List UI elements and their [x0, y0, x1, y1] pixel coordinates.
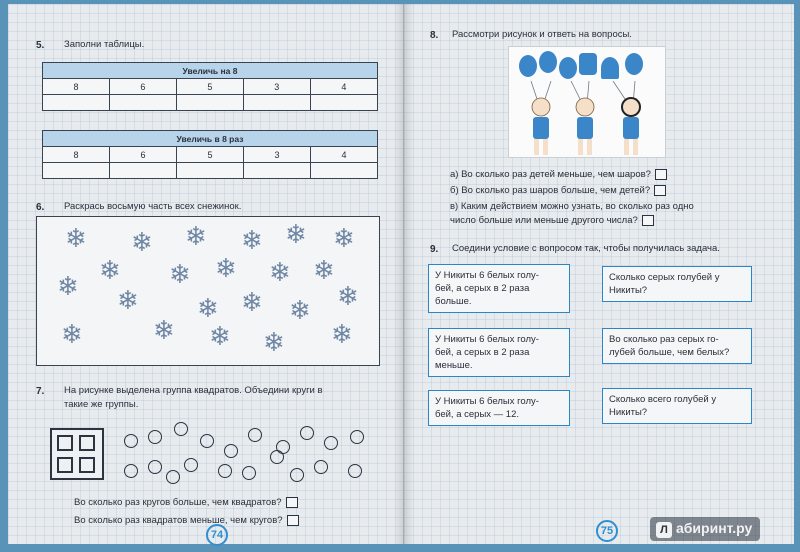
- circle-shape[interactable]: [184, 458, 198, 472]
- workbook-spread: [8, 4, 794, 548]
- children-with-balloons-picture: [508, 46, 666, 158]
- table2-answer-cell[interactable]: [110, 163, 177, 179]
- snowflakes-area: [36, 216, 380, 366]
- question-line: Во сколько раз серых го-: [609, 334, 719, 345]
- table1-cell: 3: [243, 79, 310, 95]
- task7-text-line1: На рисунке выделена группа квадратов. Объедини круги в: [64, 385, 323, 396]
- snowflake-icon[interactable]: ❄: [241, 225, 263, 255]
- table1-answer-cell[interactable]: [109, 95, 176, 111]
- table2-cell: 3: [244, 147, 311, 163]
- circle-shape[interactable]: [314, 460, 328, 474]
- answer-box[interactable]: [654, 185, 666, 196]
- question-line: лубей больше, чем белых?: [609, 347, 730, 358]
- circle-shape[interactable]: [200, 434, 214, 448]
- snowflake-icon[interactable]: ❄: [153, 315, 175, 345]
- circle-shape[interactable]: [300, 426, 314, 440]
- table2-answer-cell[interactable]: [244, 163, 311, 179]
- square-shape: [79, 457, 95, 473]
- watermark-mark: Л: [656, 522, 672, 538]
- circle-shape[interactable]: [348, 464, 362, 478]
- snowflake-icon[interactable]: ❄: [289, 295, 311, 325]
- task8-qa-text: а) Во сколько раз детей меньше, чем шаров?: [450, 169, 651, 180]
- children-icon: [521, 81, 655, 157]
- table2-cell: 6: [110, 147, 177, 163]
- squares-group: [50, 428, 104, 480]
- task6-text: Раскрась восьмую часть всех снежинок.: [64, 201, 242, 212]
- snowflake-icon[interactable]: ❄: [331, 319, 353, 349]
- snowflake-icon[interactable]: ❄: [169, 259, 191, 289]
- square-shape: [57, 435, 73, 451]
- condition-line: У Никиты 6 белых голу-: [435, 270, 539, 281]
- circle-shape[interactable]: [224, 444, 238, 458]
- book-spine: [394, 4, 414, 544]
- condition-card[interactable]: [428, 264, 570, 313]
- snowflake-icon[interactable]: ❄: [117, 285, 139, 315]
- circle-shape[interactable]: [248, 428, 262, 442]
- question-card[interactable]: [602, 388, 752, 424]
- snowflake-icon[interactable]: ❄: [285, 219, 307, 249]
- answer-box[interactable]: [655, 169, 667, 180]
- snowflake-icon[interactable]: ❄: [65, 223, 87, 253]
- condition-line: бей, а серых — 12.: [435, 409, 520, 420]
- square-shape: [57, 457, 73, 473]
- task8-qb-text: б) Во сколько раз шаров больше, чем детей?: [450, 185, 651, 196]
- task9-text: Соедини условие с вопросом так, чтобы получилась задача.: [452, 243, 720, 254]
- condition-line: меньше.: [435, 360, 473, 371]
- snowflake-icon[interactable]: ❄: [61, 319, 83, 349]
- page-number-right: 75: [596, 520, 618, 542]
- circle-shape[interactable]: [148, 430, 162, 444]
- condition-line: бей, а серых в 2 раза: [435, 283, 530, 294]
- task6-number: 6.: [36, 202, 45, 213]
- circle-shape[interactable]: [174, 422, 188, 436]
- circle-shape[interactable]: [270, 450, 284, 464]
- circle-shape[interactable]: [350, 430, 364, 444]
- table2-answer-cell[interactable]: [177, 163, 244, 179]
- task7-question1: [74, 496, 298, 510]
- table-multiply-by-8: [42, 130, 378, 179]
- question-card[interactable]: [602, 266, 752, 302]
- page-number-left: 74: [206, 524, 228, 546]
- square-shape: [79, 435, 95, 451]
- task9-number: 9.: [430, 244, 439, 255]
- circle-shape[interactable]: [124, 464, 138, 478]
- snowflake-icon[interactable]: ❄: [185, 221, 207, 251]
- table1-header: Увеличь на 8: [43, 63, 378, 79]
- task8-qc-text: число больше или меньше другого числа?: [450, 215, 638, 226]
- question-card[interactable]: [602, 328, 752, 364]
- circle-shape[interactable]: [124, 434, 138, 448]
- snowflake-icon[interactable]: ❄: [215, 253, 237, 283]
- task8-question-c-line1: в) Каким действием можно узнать, во сколько раз одно: [450, 201, 694, 212]
- table1-cell: 8: [43, 79, 110, 95]
- condition-line: больше.: [435, 296, 472, 307]
- snowflake-icon[interactable]: ❄: [99, 255, 121, 285]
- page-right: [404, 4, 794, 544]
- snowflake-icon[interactable]: ❄: [241, 287, 263, 317]
- circle-shape[interactable]: [218, 464, 232, 478]
- answer-box[interactable]: [642, 215, 654, 226]
- condition-line: бей, а серых в 2 раза: [435, 347, 530, 358]
- balloon-icon: [579, 53, 597, 75]
- condition-line: У Никиты 6 белых голу-: [435, 334, 539, 345]
- task8-text: Рассмотри рисунок и ответь на вопросы.: [452, 29, 632, 40]
- circle-shape[interactable]: [324, 436, 338, 450]
- snowflake-icon[interactable]: ❄: [269, 257, 291, 287]
- task7-text-line2: такие же группы.: [64, 399, 139, 410]
- task7-question2-text: Во сколько раз квадратов меньше, чем кругов?: [74, 515, 283, 526]
- balloon-icon: [539, 51, 557, 73]
- balloon-icon: [519, 55, 537, 77]
- task7-question1-text: Во сколько раз кругов больше, чем квадратов?: [74, 497, 282, 508]
- table1-cell: 5: [176, 79, 243, 95]
- question-line: Сколько всего голубей у: [609, 394, 717, 405]
- condition-card[interactable]: [428, 390, 570, 426]
- table-increase-by-8: [42, 62, 378, 111]
- condition-line: У Никиты 6 белых голу-: [435, 396, 539, 407]
- task5-text: Заполни таблицы.: [64, 39, 145, 50]
- table2-cell: 8: [43, 147, 110, 163]
- task5-number: 5.: [36, 40, 45, 51]
- circle-shape[interactable]: [166, 470, 180, 484]
- circle-shape[interactable]: [148, 460, 162, 474]
- question-line: Никиты?: [609, 407, 648, 418]
- answer-box[interactable]: [286, 497, 298, 508]
- task8-number: 8.: [430, 30, 439, 41]
- circle-shape[interactable]: [242, 466, 256, 480]
- question-line: Сколько серых голубей у: [609, 272, 720, 283]
- watermark-logo: [650, 517, 760, 541]
- task8-question-a: [450, 168, 667, 182]
- condition-card[interactable]: [428, 328, 570, 377]
- snowflake-icon[interactable]: ❄: [337, 281, 359, 311]
- table1-cell: 6: [109, 79, 176, 95]
- table1-answer-cell[interactable]: [243, 95, 310, 111]
- snowflake-icon[interactable]: ❄: [313, 255, 335, 285]
- table2-cell: 4: [311, 147, 378, 163]
- task7-question2: [74, 514, 299, 528]
- page-left: [8, 4, 404, 544]
- table2-header: Увеличь в 8 раз: [43, 131, 378, 147]
- snowflake-icon[interactable]: ❄: [197, 293, 219, 323]
- table2-answer-cell[interactable]: [311, 163, 378, 179]
- table1-cell: 4: [310, 79, 377, 95]
- answer-box[interactable]: [287, 515, 299, 526]
- snowflake-icon[interactable]: ❄: [263, 327, 285, 357]
- table1-answer-cell[interactable]: [176, 95, 243, 111]
- table2-answer-cell[interactable]: [43, 163, 110, 179]
- table1-answer-cell[interactable]: [310, 95, 377, 111]
- snowflake-icon[interactable]: ❄: [57, 271, 79, 301]
- snowflake-icon[interactable]: ❄: [333, 223, 355, 253]
- task8-question-c-line2: [450, 214, 654, 228]
- balloon-icon: [601, 57, 619, 79]
- watermark-text: абиринт.ру: [676, 520, 753, 536]
- snowflake-icon[interactable]: ❄: [209, 321, 231, 351]
- circle-shape[interactable]: [290, 468, 304, 482]
- snowflake-icon[interactable]: ❄: [131, 227, 153, 257]
- balloon-icon: [559, 57, 577, 79]
- balloon-icon: [625, 53, 643, 75]
- task8-question-b: [450, 184, 666, 198]
- task7-number: 7.: [36, 386, 45, 397]
- table1-answer-cell[interactable]: [43, 95, 110, 111]
- question-line: Никиты?: [609, 285, 648, 296]
- table2-cell: 5: [177, 147, 244, 163]
